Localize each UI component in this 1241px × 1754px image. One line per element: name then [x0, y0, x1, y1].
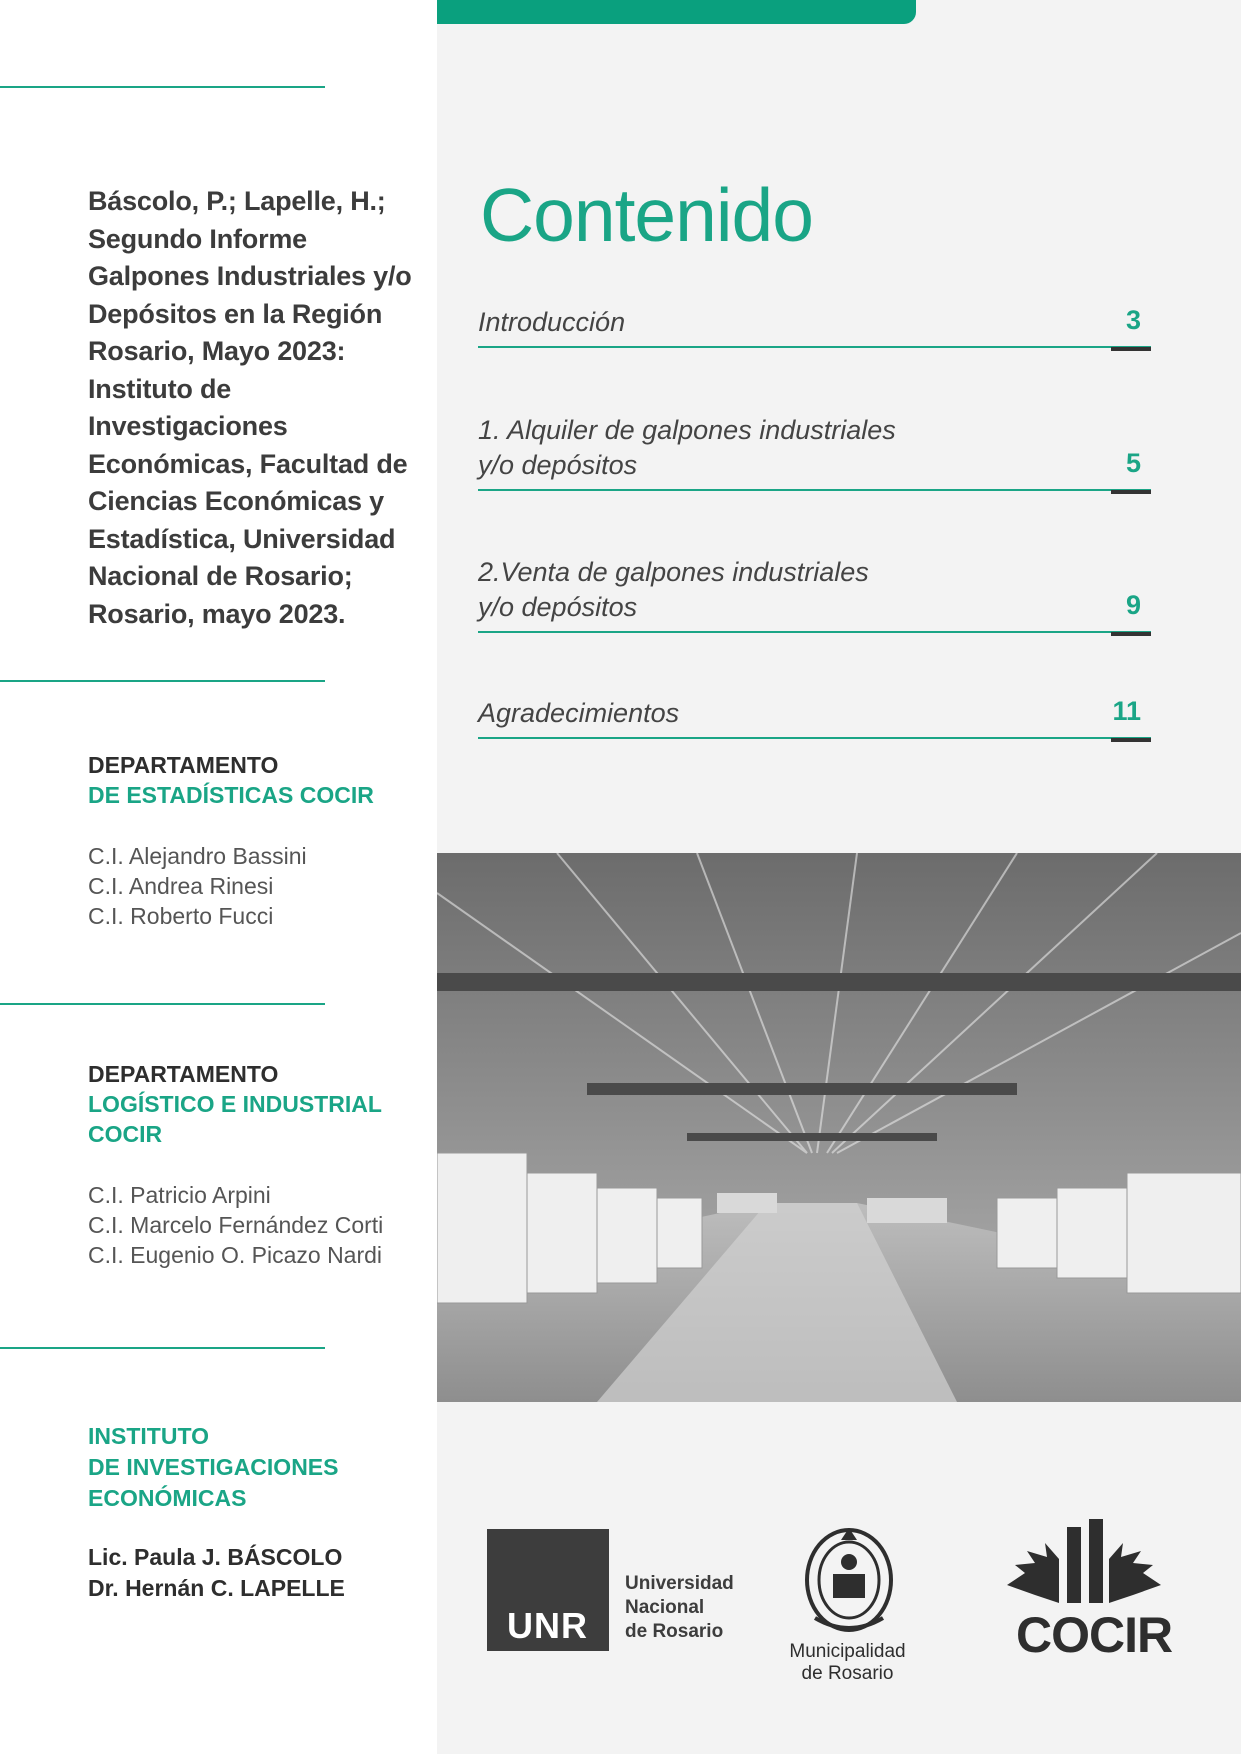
toc-label: y/o depósitos — [478, 450, 638, 480]
institute-title-line: DE INVESTIGACIONES — [88, 1454, 339, 1480]
unr-name-line: de Rosario — [625, 1621, 724, 1642]
divider-rule — [0, 1003, 325, 1005]
member-name: C.I. Alejandro Bassini — [88, 843, 307, 869]
member-name: C.I. Patricio Arpini — [88, 1182, 271, 1208]
dept-logistico-members — [88, 1180, 383, 1270]
warehouse-photo — [437, 853, 1241, 1402]
unr-name-line: Universidad — [625, 1573, 734, 1594]
member-name: C.I. Roberto Fucci — [88, 903, 274, 929]
divider-rule — [0, 1347, 325, 1349]
dept-title-line: COCIR — [88, 1121, 163, 1147]
toc-underline — [478, 737, 1151, 739]
unr-name — [625, 1572, 734, 1644]
unr-logo-text: UNR — [507, 1605, 588, 1646]
member-name: C.I. Eugenio O. Picazo Nardi — [88, 1242, 383, 1268]
member-name: C.I. Andrea Rinesi — [88, 873, 274, 899]
citation-text: Báscolo, P.; Lapelle, H.; Segundo Informe Galpones Industriales y/o Depósitos en la Región Rosario, Mayo 2023: Instituto de Investigaciones Económicas, Facultad de Ciencias Económicas y Estadística, Universidad Nacional de Rosario; Rosario, mayo 2023. — [88, 186, 412, 629]
toc-page-marker — [1111, 347, 1151, 351]
muni-name-line: de Rosario — [801, 1663, 894, 1684]
dept-estadisticas-members — [88, 841, 307, 931]
toc-label: 2.Venta de galpones industriales — [478, 557, 869, 587]
institute-title-line: INSTITUTO — [88, 1423, 209, 1449]
divider-rule — [0, 86, 325, 88]
toc-label: y/o depósitos — [478, 592, 638, 622]
unr-name-line: Nacional — [625, 1597, 705, 1618]
toc-page-number: 11 — [1112, 696, 1141, 726]
dept-estadisticas-title — [88, 750, 374, 810]
dept-title-line: DE ESTADÍSTICAS COCIR — [88, 782, 374, 808]
toc-underline — [478, 489, 1151, 491]
muni-name-line: Municipalidad — [789, 1641, 906, 1662]
institute-title-line: ECONÓMICAS — [88, 1485, 247, 1511]
cocir-logo-text: COCIR — [1016, 1607, 1173, 1663]
toc-label: Introducción — [478, 307, 626, 337]
person-name: Lic. Paula J. BÁSCOLO — [88, 1544, 343, 1570]
toc-item-alquiler[interactable] — [478, 413, 1151, 483]
divider-rule — [0, 680, 325, 682]
toc-page-number: 9 — [1125, 590, 1141, 620]
toc-page-marker — [1111, 632, 1151, 636]
dept-title-line: DEPARTAMENTO — [88, 752, 279, 778]
member-name: C.I. Marcelo Fernández Corti — [88, 1212, 384, 1238]
toc-label: Agradecimientos — [478, 698, 680, 728]
toc-label: 1. Alquiler de galpones industriales — [478, 415, 896, 445]
toc-page-marker — [1111, 490, 1151, 494]
municipalidad-seal-icon — [795, 1518, 903, 1638]
toc-page-marker — [1111, 738, 1151, 742]
warehouse-illustration — [437, 853, 1241, 1402]
toc-underline — [478, 346, 1151, 348]
institute-people — [88, 1542, 345, 1604]
toc-page-number: 5 — [1125, 448, 1141, 478]
dept-title-line: DEPARTAMENTO — [88, 1061, 279, 1087]
toc-item-introduccion[interactable] — [478, 305, 1151, 340]
contents-heading: Contenido — [480, 173, 813, 257]
toc-page-number: 3 — [1125, 305, 1141, 335]
top-accent-bar — [437, 0, 916, 24]
dept-title-line: LOGÍSTICO E INDUSTRIAL — [88, 1091, 382, 1117]
municipalidad-name — [780, 1641, 915, 1685]
person-name: Dr. Hernán C. LAPELLE — [88, 1575, 345, 1601]
toc-underline — [478, 631, 1151, 633]
toc-item-agradecimientos[interactable] — [478, 696, 1151, 731]
institute-title — [88, 1421, 338, 1514]
toc-item-venta[interactable] — [478, 555, 1151, 625]
cocir-logo-icon — [1005, 1515, 1163, 1605]
dept-logistico-title — [88, 1059, 382, 1149]
